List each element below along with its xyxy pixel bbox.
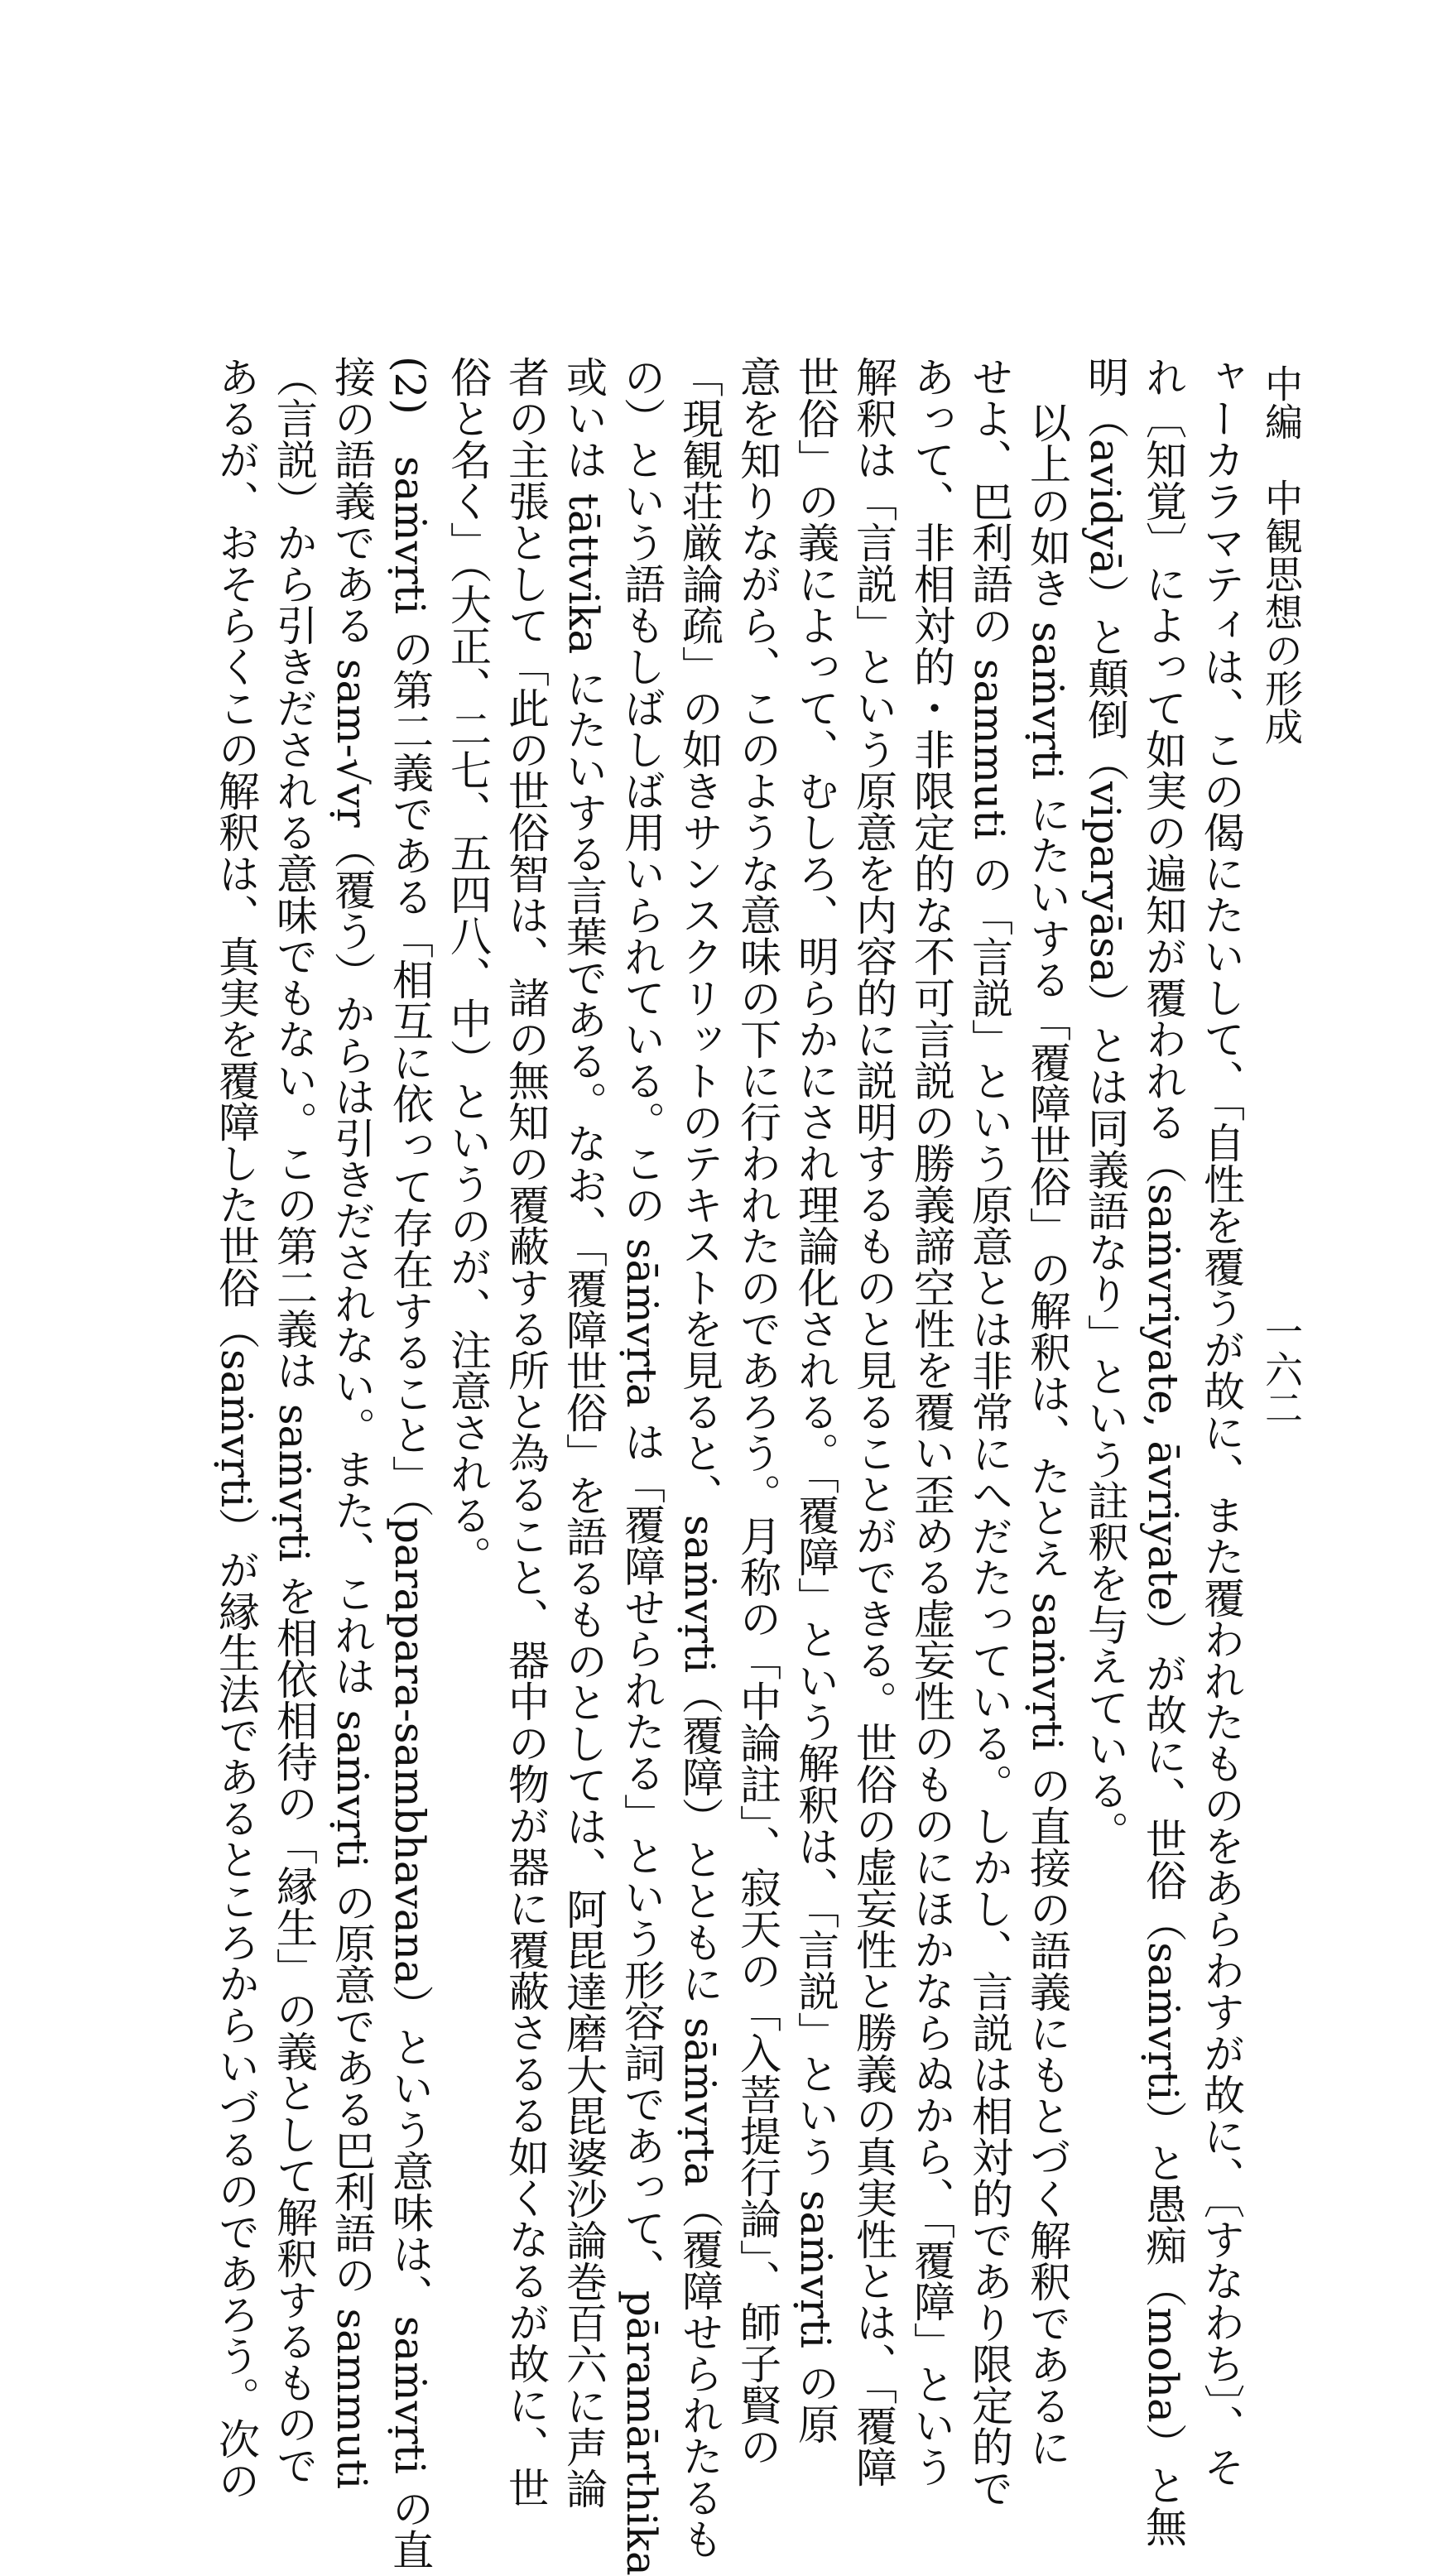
text-column: 世俗」の義によって、むしろ、明らかにされ理論化される。「覆障」という解釈は、「言説」という saṁvṛti の原	[791, 356, 839, 2444]
text-column: 以上の如き saṁvṛti にたいする「覆障世俗」の解釈は、たとえ saṁvṛti の直接の語義にもとづく解釈であるに	[1023, 401, 1071, 2468]
text-column: 「現観荘厳論疏」の如きサンスクリットのテキストを見ると、saṁvṛti（覆障）とともに sāṁvṛta（覆障せられたるも	[676, 356, 724, 2559]
text-column: 者の主張として「此の世俗智は、諸の無知の覆蔽する所と為ること、器中の物が器に覆蔽さるる如くなるが故に、世	[502, 356, 550, 2508]
page-number: 一六二	[1259, 1312, 1304, 1426]
text-column: 或いは tāttvika にたいする言葉である。なお、「覆障世俗」を語るものとしては、阿毘達磨大毘婆沙論巻百六に声論	[560, 356, 608, 2510]
text-column: れ〔知覚〕によって如実の遍知が覆われる（saṁvriyate, āvriyate）が故に、世俗（saṁvṛti）と愚痴（moha）と無	[1139, 356, 1187, 2547]
text-column: （言説）から引きだされる意味でもない。この第二義は saṁvṛti を相依相待の「縁生」の義として解釈するもので	[270, 356, 318, 2486]
running-title: 中編 中観思想の形成	[1259, 364, 1304, 745]
text-column: 俗と名く」（大正、二七、五四八、中）というのが、注意される。	[444, 356, 492, 1577]
text-column: (2) saṁvṛti の第二義である「相互に依って存在すること」（parapara-sambhavana）という意味は、saṁvṛti の直	[386, 356, 434, 2570]
text-column: の）という語もしばしば用いられている。この sāṁvṛta は「覆障せられたる」という形容詞であって、pāramārthika	[618, 356, 666, 2576]
text-column: あるが、おそらくこの解釈は、真実を覆障した世俗（saṁvṛti）が縁生法であるところからいづるのであろう。次の	[212, 356, 260, 2502]
text-column: 明（avidyā）と顛倒（viparyāsa）とは同義語なり」という註釈を与えている。	[1081, 356, 1129, 1853]
text-column: 解釈は「言説」という原意を内容的に説明するものと見ることができる。世俗の虚妄性と勝義の真実性とは、「覆障	[849, 356, 897, 2487]
text-column: あって、非相対的・非限定的な不可言説の勝義諦空性を覆い歪める虚妄性のものにほかならぬから、「覆障」という	[907, 356, 955, 2487]
text-column: 意を知りながら、このような意味の下に行われたのであろう。月称の「中論註」、寂天の「入菩提行論」、師子賢の	[733, 356, 781, 2467]
text-column: せよ、巴利語の sammuti の「言説」という原意とは非常にへだたっている。しかし、言説は相対的であり限定的で	[965, 356, 1013, 2509]
text-column: ャーカラマティは、この偈にたいして、「自性を覆うが故に、また覆われたものをあらわすが故に、〔すなわち〕、そ	[1197, 356, 1245, 2487]
text-column: 接の語義である sam-√vṛ（覆う）からは引きだされない。また、これは saṁvṛti の原意である巴利語の sammuti	[328, 356, 376, 2490]
